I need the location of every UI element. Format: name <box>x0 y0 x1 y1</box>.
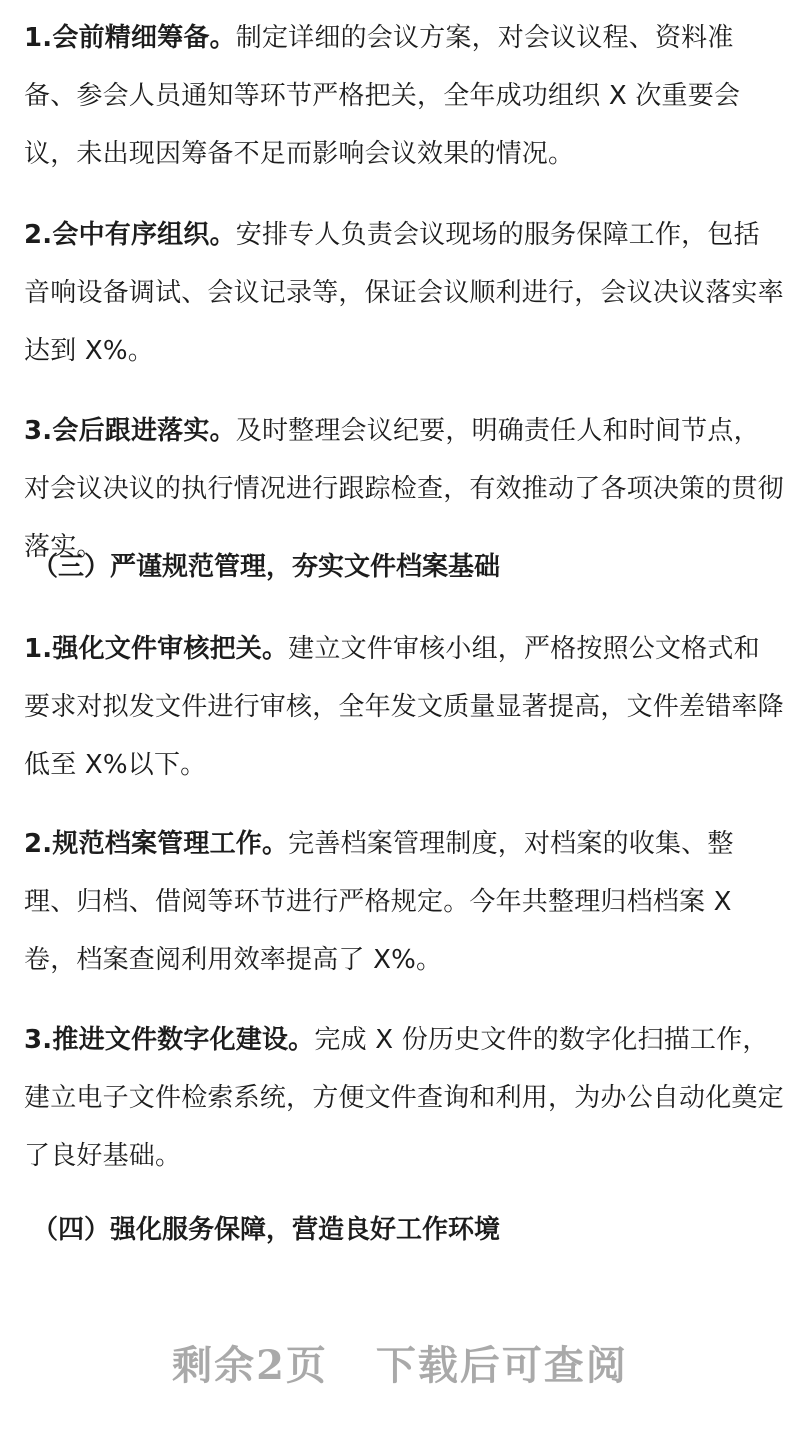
paragraph-5 <box>24 815 784 989</box>
remaining-pages-label: 剩余2页 <box>172 1342 328 1389</box>
download-to-view-label: 下载后可查阅 <box>375 1342 628 1389</box>
section-heading-3: （三）严谨规范管理，夯实文件档案基础 <box>32 552 501 582</box>
paragraph-lead: 1.会前精细筹备。 <box>24 23 236 53</box>
paragraph-lead: 3.推进文件数字化建设。 <box>24 1025 315 1055</box>
paragraph-4 <box>24 620 784 794</box>
paragraph-text: 完成 X 份历史文件的数字化扫描工作，建立电子文件检索系统，方便文件查询和利用，为办公自动化奠定了良好基础。 <box>24 1025 784 1171</box>
paragraph-lead: 3.会后跟进落实。 <box>24 416 236 446</box>
section-heading-4: （四）强化服务保障，营造良好工作环境 <box>32 1215 501 1245</box>
paragraph-lead: 1.强化文件审核把关。 <box>24 634 289 664</box>
paragraph-text: 安排专人负责会议现场的服务保障工作，包括音响设备调试、会议记录等，保证会议顺利进行，会议决议落实率达到 X%。 <box>24 220 784 366</box>
paragraph-text: 制定详细的会议方案，对会议议程、资料准备、参会人员通知等环节严格把关，全年成功组织 X 次重要会议，未出现因筹备不足而影响会议效果的情况。 <box>24 23 741 169</box>
paragraph-2 <box>24 206 784 380</box>
paragraph-6 <box>24 1011 784 1185</box>
paragraph-text: 完善档案管理制度，对档案的收集、整理、归档、借阅等环节进行严格规定。今年共整理归档档案 X 卷，档案查阅利用效率提高了 X%。 <box>24 829 734 975</box>
paragraph-lead: 2.规范档案管理工作。 <box>24 829 289 859</box>
paragraph-lead: 2.会中有序组织。 <box>24 220 236 250</box>
paragraph-text: 建立文件审核小组，严格按照公文格式和要求对拟发文件进行审核，全年发文质量显著提高，文件差错率降低至 X%以下。 <box>24 634 784 780</box>
download-prompt[interactable] <box>0 1334 800 1391</box>
paragraph-1 <box>24 9 784 183</box>
paragraph-text: 及时整理会议纪要，明确责任人和时间节点，对会议决议的执行情况进行跟踪检查，有效推动了各项决策的贯彻落实。 <box>24 416 784 562</box>
